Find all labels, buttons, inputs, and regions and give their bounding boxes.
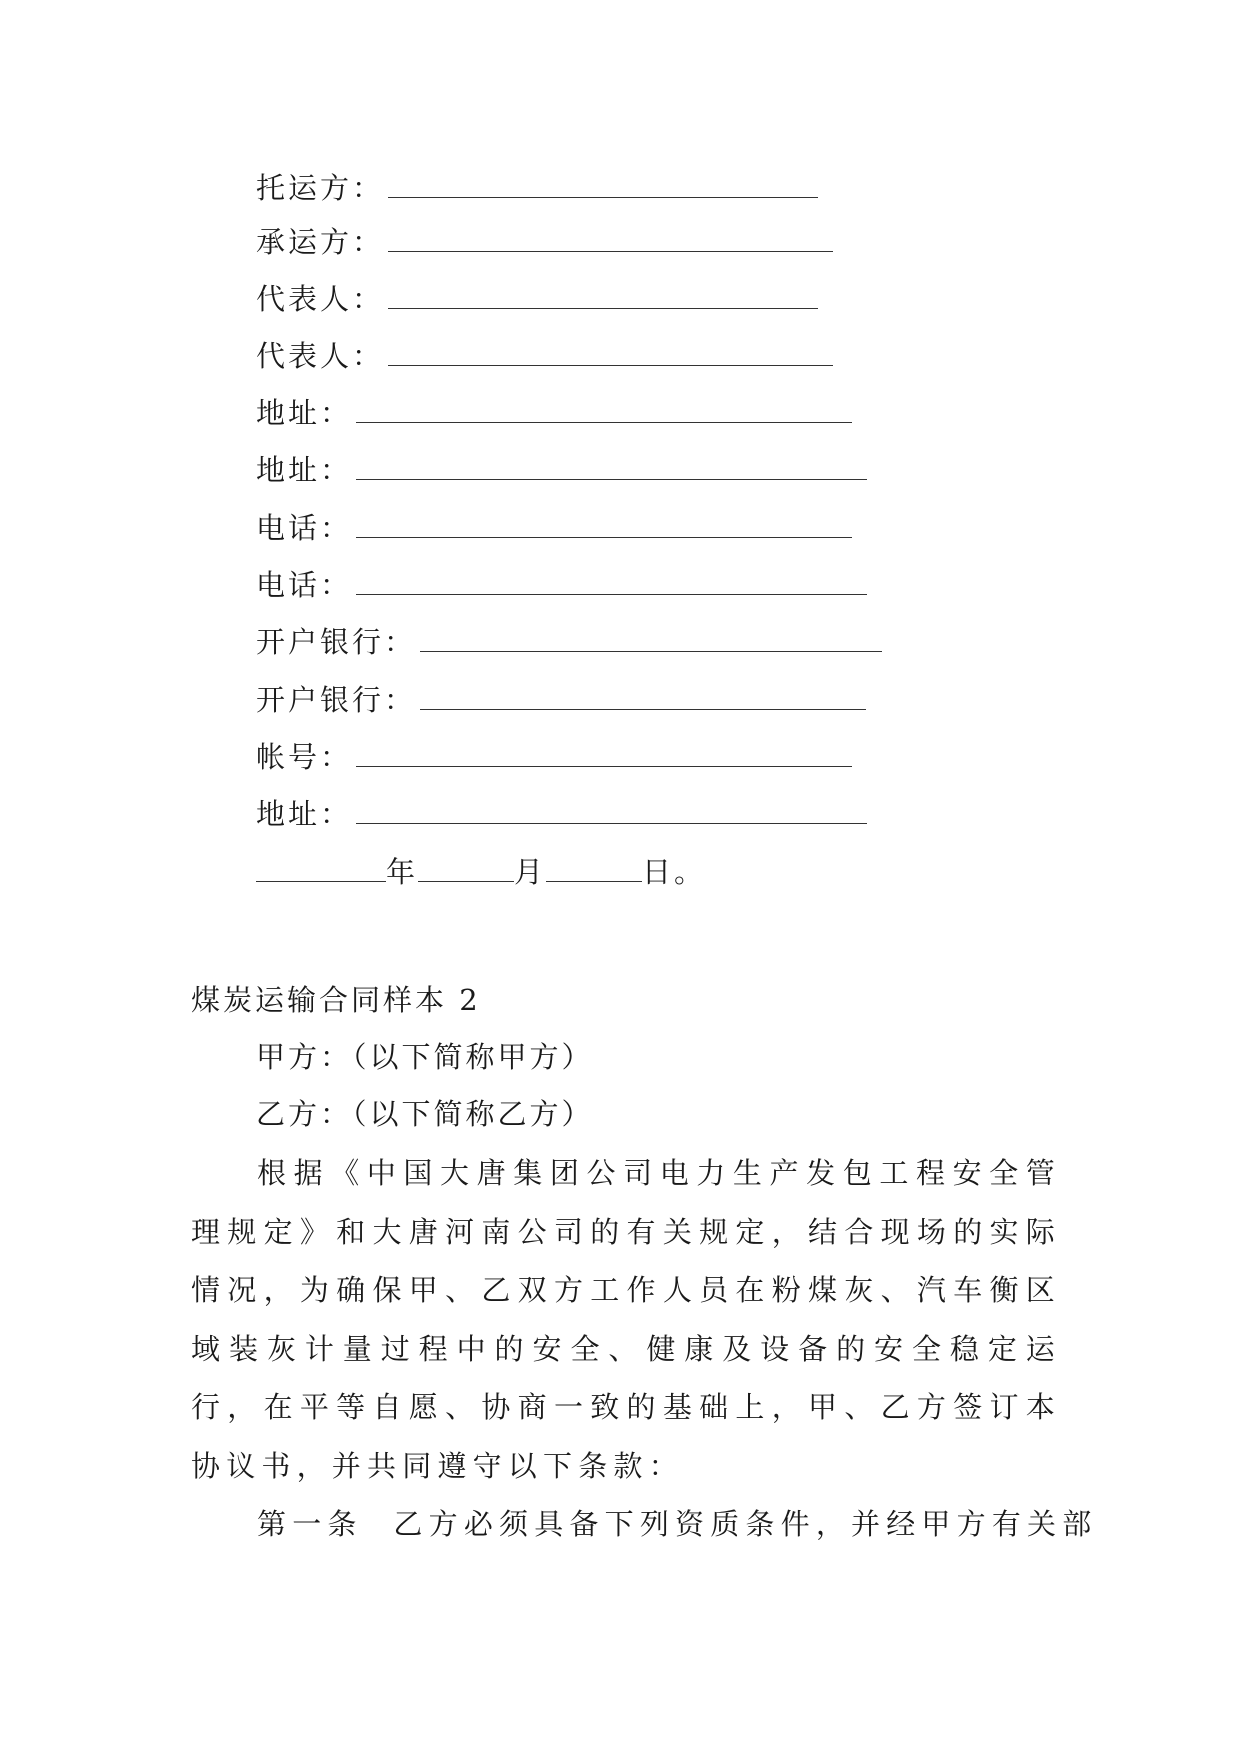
- field-label: 开户银行：: [256, 683, 417, 717]
- month-label: 月: [514, 855, 547, 889]
- form-field-phone-a: [256, 508, 852, 548]
- form-field-bank-a: [256, 622, 882, 662]
- intro-paragraph: 根据《中国大唐集团公司电力生产发包工程安全管理规定》和大唐河南公司的有关规定，结合现场的实际情况，为确保甲、乙双方工作人员在粉煤灰、汽车衡区域装灰计量过程中的安全、健康及设备的安全稳定运行，在平等自愿、协商一致的基础上，甲、乙方签订本协议书，并共同遵守以下条款：: [191, 1156, 1061, 1483]
- month-blank[interactable]: [418, 855, 514, 882]
- form-field-bank-b: [256, 680, 866, 720]
- field-label: 托运方：: [256, 171, 385, 205]
- day-blank[interactable]: [546, 855, 642, 882]
- field-label: 地址：: [256, 396, 353, 430]
- field-label: 代表人：: [256, 282, 385, 316]
- blank-line[interactable]: [356, 511, 852, 538]
- form-field-account: [256, 737, 852, 777]
- form-field-address-b: [256, 450, 867, 490]
- blank-line[interactable]: [356, 740, 852, 767]
- form-field-carrier: [256, 222, 833, 262]
- section-title: 煤炭运输合同样本 2: [191, 983, 481, 1017]
- blank-line[interactable]: [356, 568, 867, 595]
- field-label: 开户银行：: [256, 625, 417, 659]
- blank-line[interactable]: [388, 282, 818, 309]
- blank-line[interactable]: [420, 625, 882, 652]
- party-a-line: 甲方：（以下简称甲方）: [256, 1040, 594, 1074]
- field-label: 电话：: [256, 568, 353, 602]
- form-field-phone-b: [256, 565, 867, 605]
- field-label: 地址：: [256, 453, 353, 487]
- year-blank[interactable]: [256, 855, 386, 882]
- blank-line[interactable]: [420, 683, 866, 710]
- blank-line[interactable]: [388, 225, 833, 252]
- field-label: 代表人：: [256, 339, 385, 373]
- blank-line[interactable]: [388, 171, 818, 198]
- form-field-representative-b: [256, 336, 833, 376]
- field-label: 地址：: [256, 797, 353, 831]
- form-field-representative-a: [256, 279, 818, 319]
- blank-line[interactable]: [356, 453, 867, 480]
- blank-line[interactable]: [356, 396, 852, 423]
- field-label: 电话：: [256, 511, 353, 545]
- date-line: [256, 852, 706, 892]
- day-label: 日。: [642, 855, 707, 889]
- year-label: 年: [386, 855, 419, 889]
- blank-line[interactable]: [388, 339, 833, 366]
- form-field-address-c: [256, 794, 867, 834]
- field-label: 帐号：: [256, 740, 353, 774]
- article-1-paragraph: 第一条 乙方必须具备下列资质条件，并经甲方有关部: [257, 1507, 1098, 1541]
- form-field-shipper: [256, 168, 818, 208]
- field-label: 承运方：: [256, 225, 385, 259]
- party-b-line: 乙方：（以下简称乙方）: [256, 1097, 594, 1131]
- form-field-address-a: [256, 393, 852, 433]
- blank-line[interactable]: [356, 797, 867, 824]
